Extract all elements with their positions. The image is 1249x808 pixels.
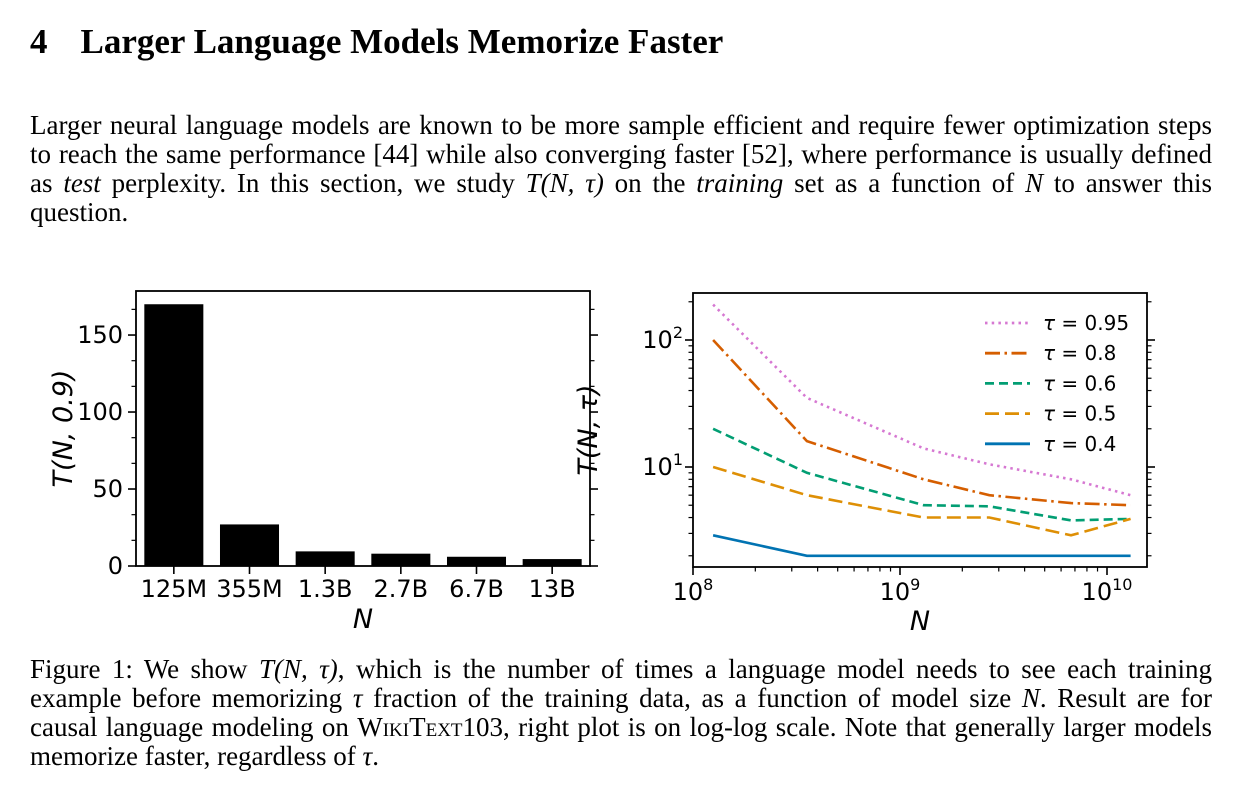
figure-caption xyxy=(30,655,1212,771)
section-title: Larger Language Models Memorize Faster xyxy=(80,22,724,61)
text-segment: τ xyxy=(362,741,373,771)
y-tick-label: $10^1$ xyxy=(642,450,683,481)
y-tick-label: 50 xyxy=(92,475,123,504)
legend-label-tau-0.5: τ = 0.5 xyxy=(1043,401,1117,426)
y-tick-label: 0 xyxy=(107,552,123,580)
x-tick-label: 6.7B xyxy=(449,575,504,603)
x-tick-label: 125M xyxy=(140,575,208,603)
line-chart xyxy=(560,270,1249,635)
text-segment: T(N, τ) xyxy=(525,168,604,198)
y-axis-label: T(N, 0.9) xyxy=(48,369,79,488)
y-tick-label: $10^2$ xyxy=(642,323,683,354)
text-segment: . xyxy=(372,741,379,771)
x-tick-label: 355M xyxy=(216,575,283,603)
bar-chart xyxy=(30,270,630,635)
intro-paragraph xyxy=(30,111,1212,227)
text-segment: to answer this question. xyxy=(30,168,1212,227)
x-axis-label: N xyxy=(352,604,374,635)
y-axis-label: T(N, τ) xyxy=(573,384,604,476)
text-segment: training xyxy=(696,168,784,198)
x-axis-label: N xyxy=(909,606,931,635)
text-segment: Larger neural language models are known to be more sample efficient and require fewer optimization steps to reach the same performance [44] while also converging faster [52], where performance is usually defined as xyxy=(30,110,1212,198)
bar-6.7B xyxy=(447,557,506,566)
axes-frame xyxy=(136,291,590,566)
series-line-tau-0.5 xyxy=(713,467,1131,535)
text-segment: set as a function of xyxy=(783,168,1026,198)
legend-label-tau-0.6: τ = 0.6 xyxy=(1043,371,1117,396)
x-tick-label: 2.7B xyxy=(373,575,429,603)
x-tick-label: $10^8$ xyxy=(672,575,714,606)
text-segment: N xyxy=(1021,683,1040,713)
text-segment: . Result are for causal language modeling on xyxy=(30,683,1212,742)
section-heading xyxy=(30,22,723,62)
y-tick-label: 150 xyxy=(77,321,123,350)
text-segment: N xyxy=(1025,168,1044,198)
legend-label-tau-0.8: τ = 0.8 xyxy=(1043,341,1117,366)
bar-2.7B xyxy=(371,554,430,566)
text-segment: WikiText103 xyxy=(357,712,504,742)
text-segment: , which is the number of times a language model needs to see each training example before memorizing xyxy=(30,654,1213,713)
text-segment: , right plot is on log-log scale. Note that generally larger models memorize faster, regardless of xyxy=(30,712,1212,771)
text-segment: perplexity. In this section, we study xyxy=(100,168,526,198)
text-segment: fraction of the training data, as a function of model size xyxy=(362,683,1022,713)
y-tick-label: 100 xyxy=(77,398,123,427)
x-tick-label: 1.3B xyxy=(297,575,353,603)
x-tick-label: $10^{10}$ xyxy=(1081,575,1133,606)
text-segment: τ xyxy=(352,683,363,713)
legend-label-tau-0.95: τ = 0.95 xyxy=(1043,311,1130,335)
text-segment: on the xyxy=(603,168,697,198)
x-tick-label: 13B xyxy=(528,575,576,603)
text-segment: test xyxy=(63,168,101,198)
section-number: 4 xyxy=(30,22,48,61)
text-segment: Figure 1: We show xyxy=(30,654,259,684)
text-segment: T(N, τ) xyxy=(258,654,338,684)
series-line-tau-0.4 xyxy=(713,535,1131,556)
bar-355M xyxy=(220,524,279,566)
bar-1.3B xyxy=(296,551,355,566)
bar-125M xyxy=(144,304,203,566)
x-tick-label: $10^9$ xyxy=(879,575,921,606)
legend-label-tau-0.4: τ = 0.4 xyxy=(1043,431,1117,456)
